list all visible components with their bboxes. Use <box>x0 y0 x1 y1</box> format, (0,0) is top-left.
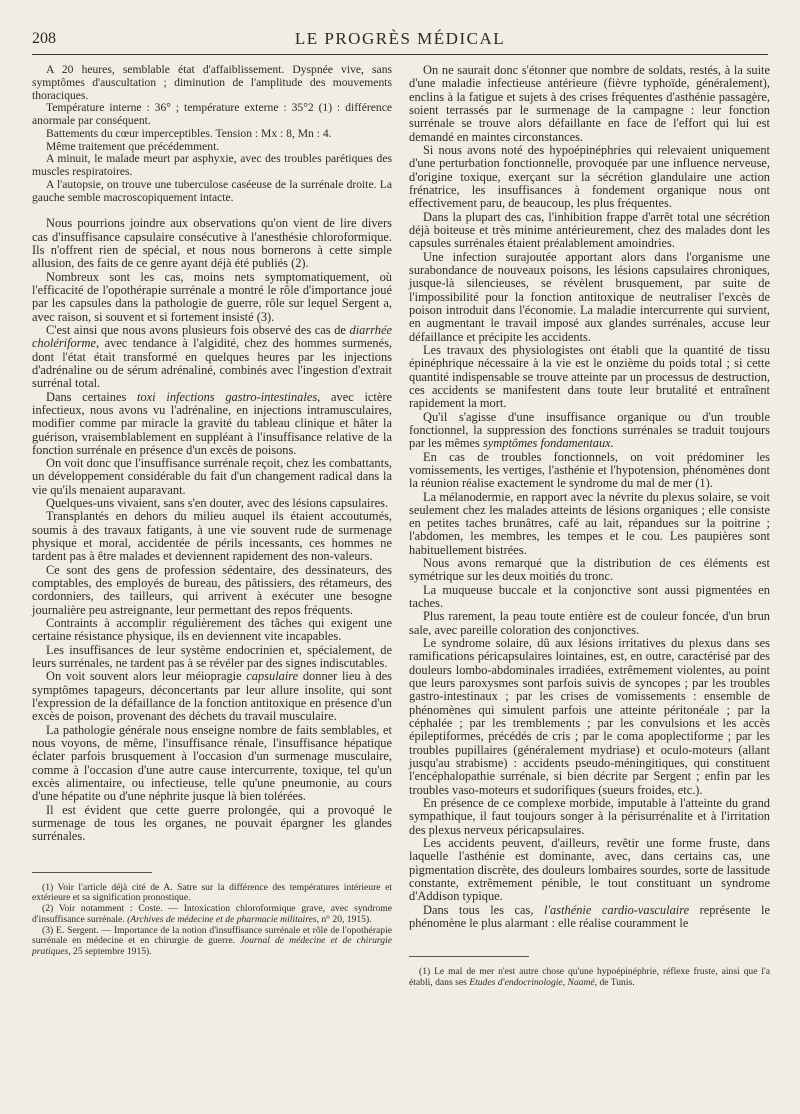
paragraph: Nous pourrions joindre aux observations qu'on vient de lire divers cas d'insuffisance capsulaire consécutive à l'anesthésie chloroformique. Ils n'offrent rien de spécial, et nous nous bornerons à cette simple allusion, des faits de ce genre ayant déjà été publiés (2). <box>32 216 392 271</box>
paragraph: Il est évident que cette guerre prolongée, qui a provoqué le surmenage de tous les organes, ne pouvait épargner les glandes surrénales. <box>32 802 392 844</box>
journal-title: LE PROGRÈS MÉDICAL <box>294 29 506 48</box>
footnote-divider <box>409 956 529 957</box>
paragraph: Transplantés en dehors du milieu auquel ils étaient accoutumés, soumis à des travaux fatigants, à une vie souvent rude de surmenage physique et moral, accidentée de périls incessants, ces hommes ne tardent pas à être malades et deviennent rapidement des non-valeurs. <box>32 509 392 564</box>
paragraph: Les insuffisances de leur système endocrinien et, spécialement, de leurs surrénales, ne tardent pas à se révéler par des signes indiscutables. <box>32 642 392 671</box>
paragraph: Une infection surajoutée apportant alors dans l'organisme une surabondance de nouveaux poisons, les lésions capsulaires chroniques, jusque-là silencieuses, se révèlent brusquement, par suite de l'impossibilité pour la fonction antitoxique de neutraliser l'excès de poison introduit dans l'économie. La maladie intercurrente qui survient, en augmentant le travail imposé aux glandes surrénales, accuse leur défaillance et précipite les accidents. <box>409 249 770 344</box>
paragraph: Les accidents peuvent, d'ailleurs, revêtir une forme fruste, dans laquelle l'asthénie est dominante, avec, dans certains cas, une pigmentation discrète, des douleurs lombaires sourdes, sorte de lassitude constante, extrêmement pénible, le tout constituant un syndrome d'Addison typique. <box>409 836 770 904</box>
right-column <box>409 64 770 989</box>
paragraph: La muqueuse buccale et la conjonctive sont aussi pigmentées en taches. <box>409 582 770 611</box>
emphasis: toxi infections gastro-intestinales <box>137 389 318 404</box>
paragraph: Les travaux des physiologistes ont établi que la quantité de tissu épinéphrique nécessaire à la vie est le onzième du poids total ; si cette quantité indispensable se trouve atteinte par un processus de destruction, ces accidents se manifestent dans toute leur brutalité et entraînent rapidement la mort. <box>409 342 770 411</box>
paragraph: La mélanodermie, en rapport avec la névrite du plexus solaire, se voit seulement chez les malades atteints de lésions organiques ; elle consiste en petites taches brunâtres, café au lait, répandues sur la poitrine ; l'abdomen, les membres, les tempes et le cou. Les paupières sont habituellement bistrées. <box>409 489 770 557</box>
paragraph: C'est ainsi que nous avons plusieurs fois observé des cas de diarrhée cholériforme, avec tendance à l'algidité, chez des hommes surmenés, dont l'état était transformé en quelques heures par les injections d'adrénaline ou de sérum adrénaliné, combinés avec l'ingestion d'extrait surrénal total. <box>32 322 392 391</box>
paragraph: On voit souvent alors leur méiopragie capsulaire donner lieu à des symptômes tapageurs, déconcertants par leur allure insolite, qui sont l'expression de la défaillance de la fonction antitoxique en présence d'un excès de poison, provenant des déchets du travail musculaire. <box>32 669 392 724</box>
page-header <box>32 28 768 55</box>
paragraph: En présence de ce complexe morbide, imputable à l'atteinte du grand sympathique, il faut toujours songer à la périsurrénalite et à l'irritation des plexus nerveux péricapsulaires. <box>409 796 770 837</box>
paragraph: On voit donc que l'insuffisance surrénale reçoit, chez les combattants, un développement considérable du fait d'un changement radical dans la vie qu'ils menaient auparavant. <box>32 456 392 497</box>
paragraph: En cas de troubles fonctionnels, on voit prédominer les vomissements, les vertiges, l'asthénie et l'hypotension, phénomènes dont la réunion réalise exactement le syndrome du mal de mer (1). <box>409 449 770 491</box>
emphasis: l'asthénie cardio-vasculaire <box>543 902 690 917</box>
paragraph: Le syndrome solaire, dû aux lésions irritatives du plexus dans ses ramifications péricapsulaires lointaines, est, en outre, caractérisé par des douleurs lombo-abdominales irradiées, extrêmement violentes, au point que leurs paroxysmes sont parfois suivis de syncopes ; par les troubles gastro-intestinaux ; par les crises de vomissements : ensemble de phénomènes qui simulent parfois une atteinte péritonéale ; par la céphalée ; par les tremblements ; par les convulsions et les accès épileptiformes, précédés de cris ; par le coma apoplectiforme ; par les troubles pupillaires (généralement mydriase) et oculo-moteurs (allant jusqu'au strabisme) : accidents pseudo-méningitiques, qui constituent l'encéphalopathie surrénale, si bien décrite par Sergent ; enfin par les troubles vaso-moteurs et sudorifiques (sueurs froides, etc.). <box>409 636 770 797</box>
footnote: (1) Voir l'article déjà cité de A. Satre sur la différence des températures intérieure et extérieure et sa signification pronostique. <box>32 881 392 904</box>
paragraph: On ne saurait donc s'étonner que nombre de soldats, restés, à la suite d'une maladie infectieuse antérieure (fièvre typhoïde, généralement), enclins à la fatigue et sujets à des crises fréquentes d'asthénie passagère, soient terrassés par le surmenage de la campagne : leur fonction surrénale se trouve alors défaillante en face de l'effort qui lui est demandé en maintes circonstances. <box>409 63 770 144</box>
paragraph: La pathologie générale nous enseigne nombre de faits semblables, et nous voyons, de même, l'insuffisance rénale, l'insuffisance hépatique éclater parfois brusquement à l'occasion d'un surmenage musculaire, comme à l'occasion d'une autre cause intercurrente, toxique, tel qu'un excès alimentaire, ou infectieuse, telle qu'une pneumonie, au cours d'une hépatite ou d'une néphrite jusque là bien tolérées. <box>32 722 392 804</box>
paragraph: Qu'il s'agisse d'une insuffisance organique ou d'un trouble fonctionnel, la suppression des fonctions surrénales se traduit toujours par les mêmes symptômes fondamentaux. <box>409 409 770 451</box>
paragraph: Dans la plupart des cas, l'inhibition frappe d'arrêt total une sécrétion déjà boiteuse et très minime antérieurement, chez des malades dont les capsules surrénales étaient préalablement amoindries. <box>409 209 770 251</box>
paragraph: Dans certaines toxi infections gastro-intestinales, avec ictère infectieux, nous avons vu l'adrénaline, en injections intramusculaires, modifier comme par miracle la gravité du tableau clinique et hâter la guérison, vraisemblablement en suppléant à l'insuffisance relative de la fonction surrénale en présence d'un excès de poisons. <box>32 389 392 457</box>
emphasis: capsulaire <box>246 669 299 684</box>
paragraph: A minuit, le malade meurt par asphyxie, avec des troubles parétiques des muscles respiratoires. <box>32 152 392 178</box>
footnote: (2) Voir notamment : Coste. — Intoxication chloroformique grave, avec syndrome d'insuffisance surrénale. (Archives de médecine et de pharmacie militaires, n° 20, 1915). <box>32 903 392 925</box>
paragraph: Nombreux sont les cas, moins nets symptomatiquement, où l'efficacité de l'opothérapie surrénale a montré le rôle d'importance joué par les capsules dans la pathologie de guerre, rôle sur lequel Sergent a, avec raison, si souvent et si fortement insisté (3). <box>32 269 392 324</box>
left-column <box>32 64 392 958</box>
footnote: (1) Le mal de mer n'est autre chose qu'une hypoépinéphrie, réflexe fruste, ainsi que l'a établi, dans ses Etudes d'endocrinologie, Naamé, de Tunis. <box>409 966 770 989</box>
paragraph: Dans tous les cas, l'asthénie cardio-vasculaire représente le phénomène le plus alarmant : elle réalise couramment le <box>409 902 770 930</box>
footnote: (3) E. Sergent. — Importance de la notion d'insuffisance surrénale et rôle de l'opothérapie surrénale en médecine et en chirurgie de guerre. Journal de médecine et de chirurgie pratiques, 25 septembre 1915). <box>32 924 392 958</box>
paragraph: Battements du cœur imperceptibles. Tension : Mx : 8, Mn : 4. <box>46 126 332 140</box>
paragraph: Plus rarement, la peau toute entière est de couleur foncée, d'un brun sale, avec pareille coloration des conjonctives. <box>409 609 770 637</box>
emphasis: symptômes fondamentaux. <box>482 436 614 451</box>
footnotes <box>32 872 392 958</box>
paragraph: Quelques-uns vivaient, sans s'en douter, avec des lésions capsulaires. <box>46 496 389 511</box>
paragraph: Température interne : 36° ; température externe : 35°2 (1) : différence anormale par conséquent. <box>32 101 392 127</box>
paragraph: Ce sont des gens de profession sédentaire, des dessinateurs, des comptables, des employés de bureau, des pâtissiers, des rétameurs, des cordonniers, des tailleurs, qui arrivent à exécuter une besogne journalière peu astreignante, leur permettant des repos fréquents. <box>32 562 392 617</box>
paragraph: Nous avons remarqué que la distribution de ces éléments est symétrique sur les deux moitiés du tronc. <box>409 556 770 584</box>
footnote-divider <box>32 872 152 873</box>
paragraph: A 20 heures, semblable état d'affaiblissement. Dyspnée vive, sans symptômes d'auscultation ; diminution de l'amplitude des mouvements thoraciques. <box>32 63 392 102</box>
paragraph: Si nous avons noté des hypoépinéphries qui relevaient uniquement d'une perturbation fonctionnelle, provoquée par une influence nerveuse, d'origine toxique, exerçant sur la sécrétion glandulaire une action frénatrice, les insuffisances à fondement organique nous ont effectivement paru, de beaucoup, les plus fréquentes. <box>409 142 770 211</box>
page-number: 208 <box>32 30 56 47</box>
paragraph: Même traitement que précédemment. <box>46 139 220 153</box>
case-report <box>32 64 392 204</box>
paragraph: Contraints à accomplir régulièrement des tâches qui exigent une certaine résistance physique, ils en deviennent vite incapables. <box>32 616 392 644</box>
emphasis: diarrhée cholériforme <box>32 322 392 351</box>
footnotes <box>409 956 770 988</box>
paragraph: A l'autopsie, on trouve une tuberculose caséeuse de la surrénale droite. La gauche semble macroscopiquement intacte. <box>32 177 392 204</box>
